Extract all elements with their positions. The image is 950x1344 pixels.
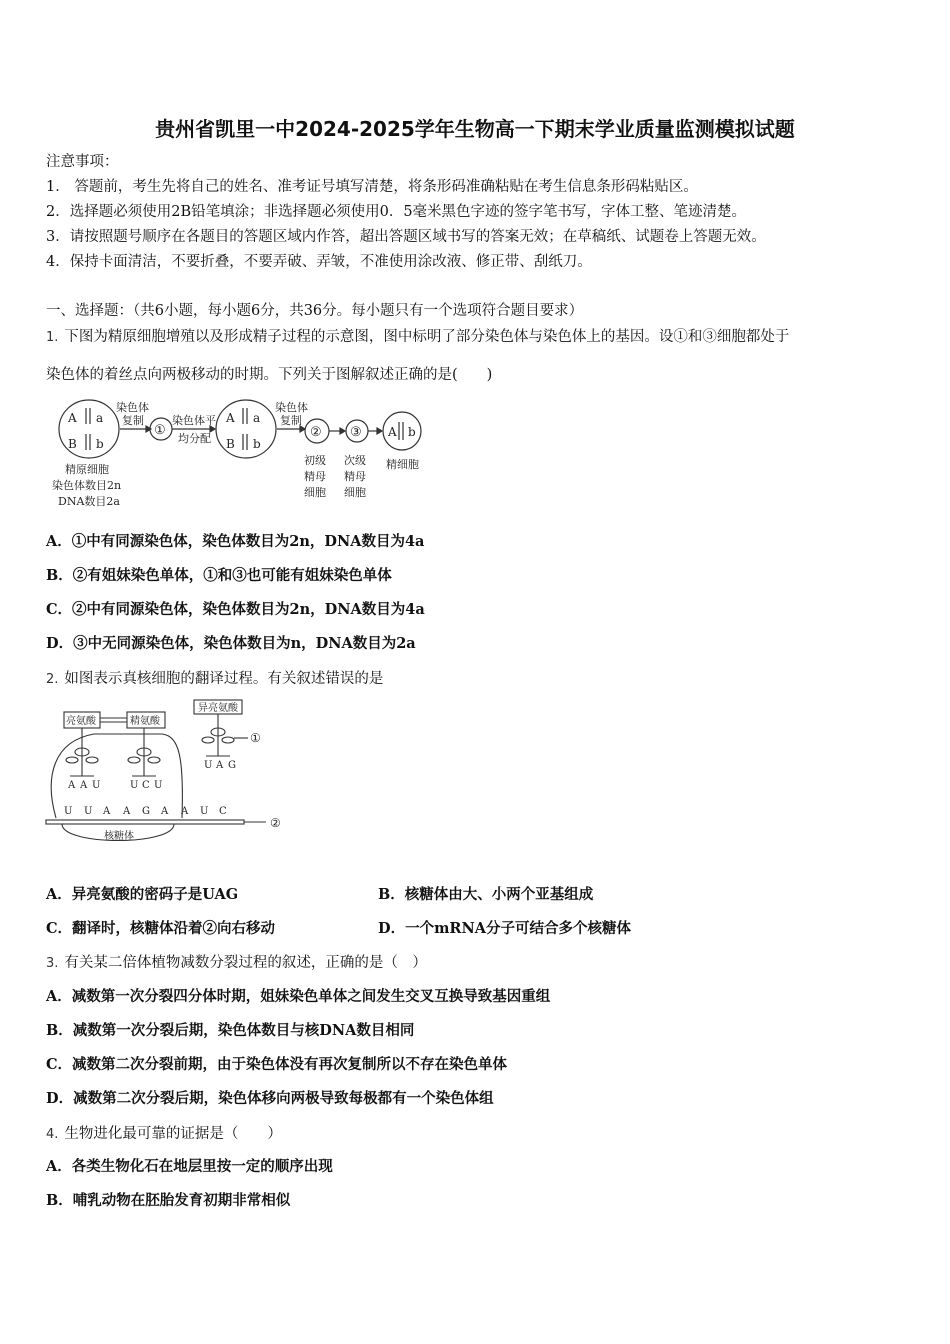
anticodon-base: C <box>142 780 150 791</box>
cell-number: ③ <box>350 425 362 440</box>
option-d: D．一个mRNA分子可结合多个核糖体 <box>378 920 631 937</box>
option-a: A．①中有同源染色体，染色体数目为2n，DNA数目为4a <box>46 533 425 550</box>
spermatogenesis-diagram <box>50 396 440 512</box>
cell-caption: 细胞 <box>304 486 326 499</box>
anticodon-base: G <box>228 760 236 771</box>
step-label: 复制 <box>122 414 144 427</box>
notice-item: 2．选择题必须使用2B铅笔填涂；非选择题必须使用0．5毫米黑色字迹的签字笔书写，字体工整、笔迹清楚。 <box>46 204 747 220</box>
anticodon-base: U <box>154 780 163 791</box>
gene-label: A <box>388 425 397 439</box>
codon-base: G <box>142 806 150 817</box>
notice-heading: 注意事项： <box>46 154 119 170</box>
option-a: A．减数第一次分裂四分体时期，姐妹染色单体之间发生交叉互换导致基因重组 <box>46 988 551 1005</box>
gene-label: a <box>96 411 104 425</box>
cell-number: ① <box>154 423 166 438</box>
question-number: 2. <box>46 672 59 687</box>
gene-label: A <box>226 411 235 425</box>
amino-acid-label: 精氨酸 <box>130 716 160 727</box>
question-1-stem-cont: 染色体的着丝点向两极移动的时期。下列关于图解叙述正确的是( ) <box>46 367 493 383</box>
codon-base: U <box>64 806 73 817</box>
codon-base: U <box>200 806 209 817</box>
anticodon-base: U <box>204 760 213 771</box>
codon-base: C <box>219 806 227 817</box>
cell-caption: 精细胞 <box>386 458 419 471</box>
codon-base: A <box>181 806 189 817</box>
option-b: B．核糖体由大、小两个亚基组成 <box>378 886 594 903</box>
gene-label: B <box>226 437 235 451</box>
cell-caption: 精母 <box>304 470 326 483</box>
question-1-stem: 1. 下图为精原细胞增殖以及形成精子过程的示意图，图中标明了部分染色体与染色体上的基因。设①和③细胞都处于 <box>46 329 790 345</box>
step-label: 染色体 <box>275 401 308 414</box>
structure-label: ① <box>250 731 261 745</box>
cell-caption: 精母 <box>344 470 366 483</box>
translation-diagram <box>44 696 294 856</box>
gene-label: b <box>408 425 416 439</box>
notice-item: 4．保持卡面清洁，不要折叠，不要弄破、弄皱，不准使用涂改液、修正带、刮纸刀。 <box>46 254 592 270</box>
option-c: C．减数第二次分裂前期，由于染色体没有再次复制所以不存在染色单体 <box>46 1056 508 1073</box>
gene-label: a <box>253 411 261 425</box>
step-label: 复制 <box>280 414 302 427</box>
notice-item: 1． 答题前，考生先将自己的姓名、准考证号填写清楚，将条形码准确粘贴在考生信息条形码粘贴区。 <box>46 179 698 195</box>
option-c: C．②中有同源染色体，染色体数目为2n，DNA数目为4a <box>46 601 425 618</box>
anticodon-base: A <box>68 780 76 791</box>
anticodon-base: A <box>80 780 88 791</box>
step-label: 染色体平 <box>172 414 216 427</box>
anticodon-base: U <box>92 780 101 791</box>
notice-item: 3．请按照题号顺序在各题目的答题区域内作答，超出答题区域书写的答案无效；在草稿纸、试题卷上答题无效。 <box>46 229 766 245</box>
anticodon-base: U <box>130 780 139 791</box>
question-number: 1. <box>46 330 59 345</box>
amino-acid-label: 异亮氨酸 <box>198 703 238 714</box>
option-b: B．减数第一次分裂后期，染色体数目与核DNA数目相同 <box>46 1022 415 1039</box>
codon-base: A <box>161 806 169 817</box>
section-heading: 一、选择题：（共6小题，每小题6分，共36分。每小题只有一个选项符合题目要求） <box>46 303 584 319</box>
cell-caption: 初级 <box>304 454 326 467</box>
daughter-cell <box>216 400 276 458</box>
cell-caption: 染色体数目2n <box>52 479 122 492</box>
mrna-strand <box>46 820 244 824</box>
option-a: A．各类生物化石在地层里按一定的顺序出现 <box>46 1158 333 1175</box>
question-3-stem: 3. 有关某二倍体植物减数分裂过程的叙述，正确的是（ ） <box>46 955 427 971</box>
codon-base: A <box>103 806 111 817</box>
cell-caption: DNA数目2a <box>58 495 120 508</box>
option-a: A．异亮氨酸的密码子是UAG <box>46 886 239 903</box>
question-number: 4. <box>46 1127 59 1142</box>
option-d: D．③中无同源染色体，染色体数目为n，DNA数目为2a <box>46 635 416 652</box>
step-label: 染色体 <box>116 401 149 414</box>
option-b: B．②有姐妹染色单体，①和③也可能有姐妹染色单体 <box>46 567 392 584</box>
cell-number: ② <box>310 425 322 440</box>
codon-base: A <box>123 806 131 817</box>
codon-base: U <box>84 806 93 817</box>
question-2-stem: 2. 如图表示真核细胞的翻译过程。有关叙述错误的是 <box>46 671 384 687</box>
cell-caption: 细胞 <box>344 486 366 499</box>
anticodon-base: A <box>216 760 224 771</box>
gene-label: b <box>253 437 261 451</box>
structure-label: ② <box>270 816 281 830</box>
gene-label: A <box>68 411 77 425</box>
cell-caption: 精原细胞 <box>65 463 109 476</box>
question-4-stem: 4. 生物进化最可靠的证据是（ ） <box>46 1126 282 1142</box>
gene-label: b <box>96 437 104 451</box>
option-d: D．减数第二次分裂后期，染色体移向两极导致每极都有一个染色体组 <box>46 1090 494 1107</box>
ribosome-label: 核糖体 <box>104 831 134 842</box>
gene-label: B <box>68 437 77 451</box>
option-c: C．翻译时，核糖体沿着②向右移动 <box>46 920 276 937</box>
option-b: B．哺乳动物在胚胎发育初期非常相似 <box>46 1192 291 1209</box>
amino-acid-label: 亮氨酸 <box>66 716 96 727</box>
step-label: 均分配 <box>178 432 211 445</box>
page-title: 贵州省凯里一中2024-2025学年生物高一下期末学业质量监测模拟试题 <box>155 117 795 141</box>
question-number: 3. <box>46 956 59 971</box>
cell-caption: 次级 <box>344 454 366 467</box>
